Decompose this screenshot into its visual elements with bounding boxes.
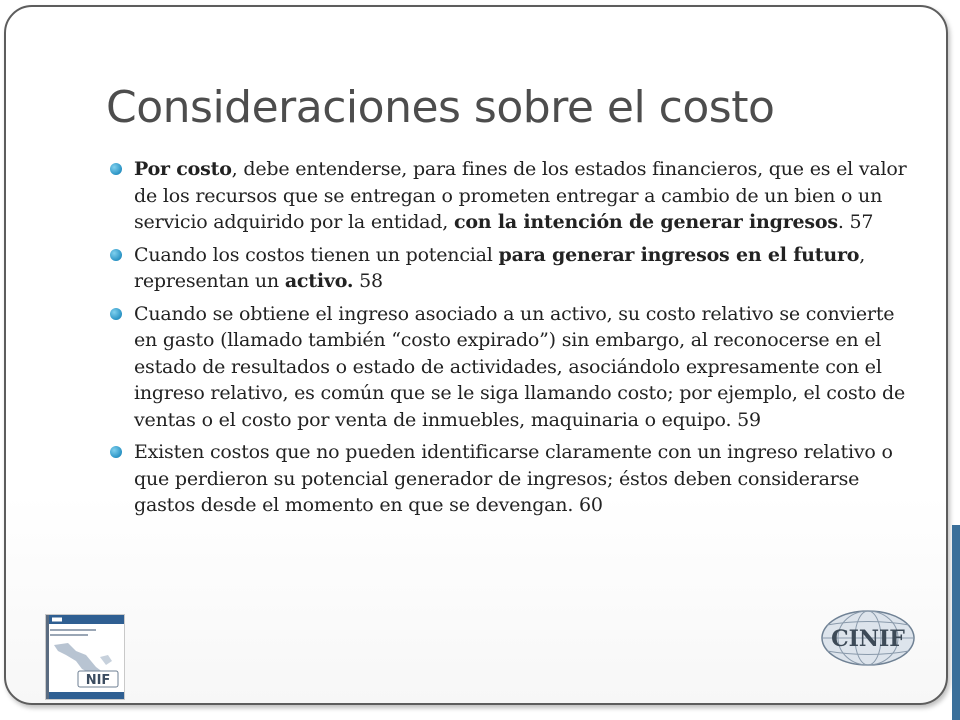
body-text: Existen costos que no pueden identificarse claramente con un ingreso relativo o que perdieron su potencial generador de ingresos; éstos deben considerarse gastos desde el momento en que se devengan. 60 <box>134 441 893 516</box>
cinif-logo-text: CINIF <box>831 626 905 652</box>
cinif-logo <box>818 608 918 668</box>
body-text: . 57 <box>837 211 874 233</box>
body-text: Cuando se obtiene el ingreso asociado a un activo, su costo relativo se convierte en gasto (llamado también “costo expirado”) sin embargo, al reconocerse en el estado de resultados o estado de actividades, asociándolo expresamente con el ingreso relativo, es común que se le siga llamando costo; por ejemplo, el costo de ventas o el costo por venta de inmuebles, maquinaria o equipo. 59 <box>134 302 906 431</box>
body-text: Cuando los costos tienen un potencial <box>134 243 499 266</box>
bullet-dot-icon <box>110 249 122 261</box>
bullet-list <box>110 156 910 525</box>
slide-title: Consideraciones sobre el costo <box>106 82 775 133</box>
bullet-item-costo <box>110 156 910 236</box>
bullet-item-gasto <box>110 301 910 434</box>
bullet-item-devengan <box>110 439 910 519</box>
bullet-item-potencial <box>110 242 910 295</box>
body-text: , representan un <box>134 243 866 292</box>
nif-cover-graphic <box>46 615 124 699</box>
bullet-dot-icon <box>110 163 122 175</box>
nif-book-logo <box>45 614 125 700</box>
cinif-globe-graphic <box>818 608 918 668</box>
bold-text: para generar ingresos en el futuro <box>498 243 860 266</box>
bullet-dot-icon <box>110 308 122 320</box>
bullet-dot-icon <box>110 446 122 458</box>
bold-text: activo. <box>284 270 354 292</box>
bold-text: con la intención de generar ingresos <box>453 211 838 233</box>
nif-logo-text: NIF <box>85 673 111 688</box>
right-edge-strip <box>952 525 960 720</box>
bold-text: Por costo <box>134 158 232 180</box>
body-text: 58 <box>353 270 383 292</box>
body-text: , debe entenderse, para fines de los estados financieros, que es el valor de los recursos que se entregan o prometen entregar a cambio de un bien o un servicio adquirido por la entidad, <box>134 158 907 233</box>
